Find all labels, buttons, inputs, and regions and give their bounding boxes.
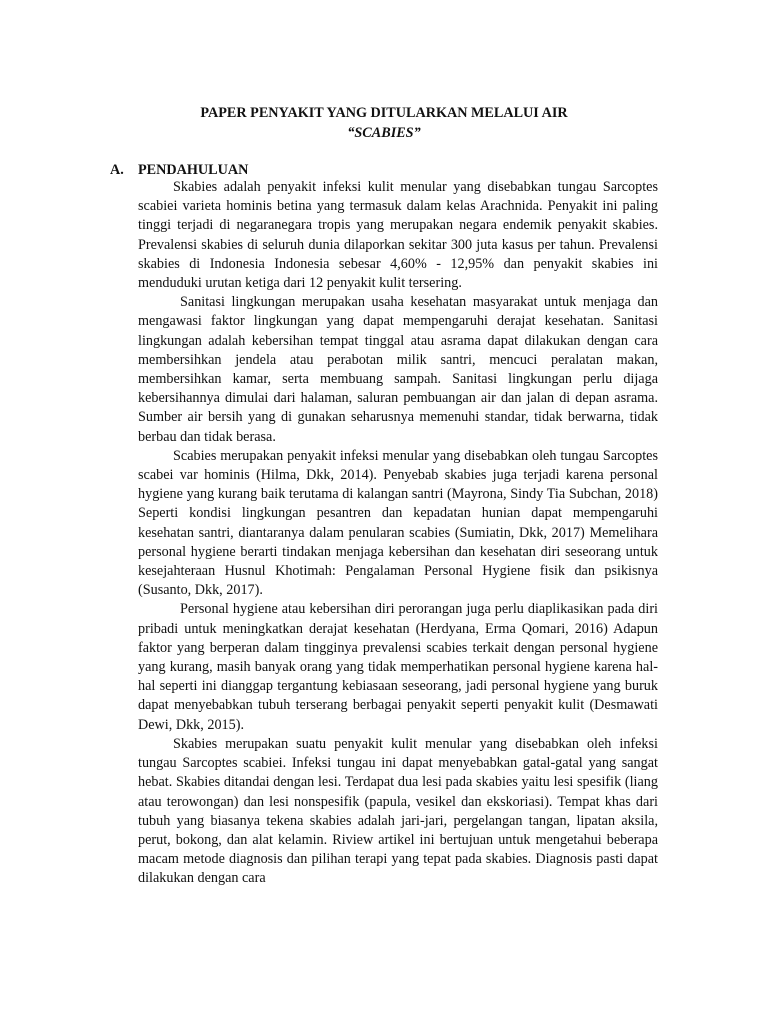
paragraph: Skabies merupakan suatu penyakit kulit menular yang disebabkan oleh infeksi tungau Sarcoptes scabiei. Infeksi tungau ini dapat menyebabkan gatal-gatal yang sangat hebat. Skabies ditandai dengan lesi. Terdapat dua lesi pada skabies yaitu lesi spesifik (liang atau terowongan) dan lesi nonspesifik (papula, vesikel dan ekskoriasi). Tempat khas dari tubuh yang biasanya tekena skabies adalah jari-jari, pergelangan tangan, lipatan aksila, perut, bokong, dan alat kelamin. Riview artikel ini bertujuan untuk mengetahui beberapa macam metode diagnosis dan pilihan terapi yang tepat pada skabies. Diagnosis pasti dapat dilakukan dengan cara (138, 735, 658, 887)
section-heading (110, 160, 248, 180)
page-title: PAPER PENYAKIT YANG DITULARKAN MELALUI AIR (200, 105, 568, 121)
paragraph: Skabies adalah penyakit infeksi kulit menular yang disebabkan tungau Sarcoptes scabiei varieta hominis betina yang termasuk dalam kelas Arachnida. Penyakit ini paling tinggi terjadi di negaranegara tropis yang merupakan negara endemik penyakit skabies. Prevalensi skabies di seluruh dunia dilaporkan sekitar 300 juta kasus per tahun. Prevalensi skabies di Indonesia Indonesia sebesar 4,60% - 12,95% dan penyakit skabies ini menduduki urutan ketiga dari 12 penyakit kulit tersering. (138, 179, 658, 292)
paragraph: Personal hygiene atau kebersihan diri perorangan juga perlu diaplikasikan pada diri pribadi untuk meningkatkan derajat kesehatan (Herdyana, Erma Qomari, 2016) Adapun faktor yang berperan dalam tingginya prevalensi scabies terkait dengan personal hygiene yang kurang, masih banyak orang yang tidak memperhatikan personal hygiene karena hal-hal seperti ini dianggap tergantung kebiasaan seseorang, jadi personal hygiene yang buruk dapat menyebabkan tubuh terserang berbagai penyakit seperti penyakit kulit (Desmawati Dewi, Dkk, 2015). (138, 601, 658, 733)
section-body (138, 178, 658, 889)
paragraph: Scabies merupakan penyakit infeksi menular yang disebabkan oleh tungau Sarcoptes scabei var hominis (Hilma, Dkk, 2014). Penyebab skabies juga terjadi karena personal hygiene yang kurang baik terutama di kalangan santri (Mayrona, Sindy Tia Subchan, 2018) Seperti kondisi lingkungan pesantren dan kepadatan hunian dapat mempengaruhi kesehatan santri, diantaranya dalam penularan scabies (Sumiatin, Dkk, 2017) Memelihara personal hygiene berarti tindakan menjaga kebersihan dan kesehatan diri seseorang untuk kesejahteraan Husnul Khotimah: Pengalaman Personal Hygiene fisik dan psikisnya (Susanto, Dkk, 2017). (138, 447, 658, 599)
section-number: A. (110, 162, 124, 178)
page-subtitle: “SCABIES” (347, 125, 421, 141)
section-title: PENDAHULUAN (138, 162, 249, 178)
paragraph: Sanitasi lingkungan merupakan usaha kesehatan masyarakat untuk menjaga dan mengawasi faktor lingkungan yang dapat mempengaruhi derajat kesehatan. Sanitasi lingkungan adalah kebersihan tempat tinggal atau asrama dapat dilakukan dengan cara membersihkan jendela atau perabotan milik santri, mencuci peralatan makan, membersihkan kamar, serta membuang sampah. Sanitasi lingkungan perlu dijaga kebersihannya dimulai dari halaman, saluran pembuangan air dan jalan di depan asrama. Sumber air bersih yang di gunakan seharusnya memenuhi standar, tidak berwarna, tidak berbau dan tidak berasa. (138, 294, 658, 445)
